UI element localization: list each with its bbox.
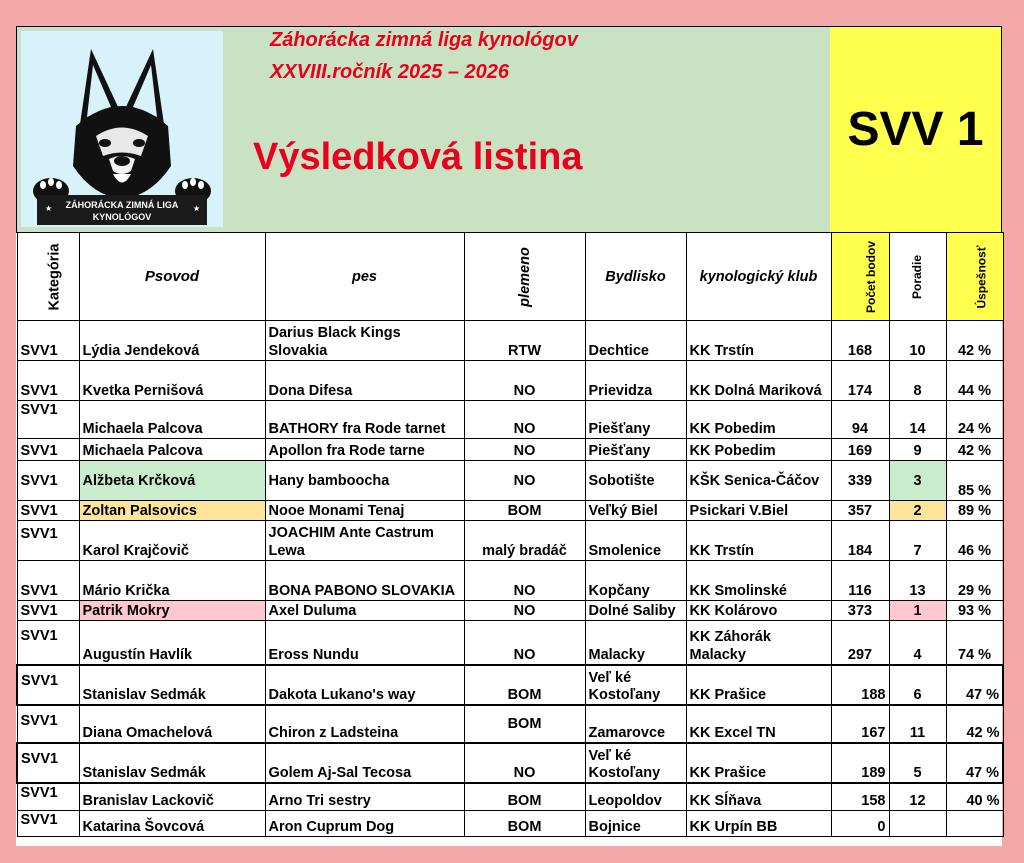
cell-town: Zamarovce [585, 705, 686, 743]
cell-category: SVV1 [17, 601, 79, 621]
cell-pct: 29 % [946, 561, 1003, 601]
table-row [17, 361, 1003, 401]
cell-pct: 42 % [946, 705, 1003, 743]
cell-rank: 6 [889, 665, 946, 705]
cell-dog: BONA PABONO SLOVAKIA [265, 561, 464, 601]
cell-town: Smolenice [585, 521, 686, 561]
cell-dog: Chiron z Ladsteina [265, 705, 464, 743]
cell-dog: JOACHIM Ante Castrum Lewa [265, 521, 464, 561]
table-row [17, 705, 1003, 743]
table-row [17, 461, 1003, 501]
cell-pct: 89 % [946, 501, 1003, 521]
cell-dog: Darius Black Kings Slovakia [265, 321, 464, 361]
cell-club: KK Trstín [686, 521, 831, 561]
cell-pct: 44 % [946, 361, 1003, 401]
cell-handler: Stanislav Sedmák [79, 743, 265, 783]
cell-pct: 24 % [946, 401, 1003, 439]
cell-breed: NO [464, 439, 585, 461]
cell-pct [946, 811, 1003, 837]
col-poradie: Poradie [889, 233, 946, 321]
cell-points: 373 [831, 601, 889, 621]
cell-points: 297 [831, 621, 889, 665]
cell-rank: 10 [889, 321, 946, 361]
table-row [17, 621, 1003, 665]
cell-club: KK Urpín BB [686, 811, 831, 837]
cell-category: SVV1 [17, 665, 79, 705]
cell-category: SVV1 [17, 705, 79, 743]
cell-handler: Michaela Palcova [79, 401, 265, 439]
cell-points: 189 [831, 743, 889, 783]
cell-town: Veľ ké Kostoľany [585, 743, 686, 783]
cell-town: Dechtice [585, 321, 686, 361]
cell-breed: NO [464, 561, 585, 601]
table-row [17, 401, 1003, 439]
cell-rank: 9 [889, 439, 946, 461]
cell-points: 339 [831, 461, 889, 501]
season: XXVIII.ročník 2025 – 2026 [270, 61, 510, 83]
cell-rank: 4 [889, 621, 946, 665]
cell-club: KK Prašice [686, 665, 831, 705]
cell-club: KK Dolná Mariková [686, 361, 831, 401]
cell-pct: 47 % [946, 743, 1003, 783]
cell-town: Malacky [585, 621, 686, 665]
cell-breed: BOM [464, 811, 585, 837]
cell-dog: Golem Aj-Sal Tecosa [265, 743, 464, 783]
cell-pct: 46 % [946, 521, 1003, 561]
cell-breed: BOM [464, 783, 585, 811]
table-row [17, 665, 1003, 705]
cell-pct: 85 % [946, 461, 1003, 501]
cell-club: KK Prašice [686, 743, 831, 783]
cell-club: Psickari V.Biel [686, 501, 831, 521]
cell-breed: NO [464, 401, 585, 439]
logo-text-line2: KYNOLÓGOV [92, 212, 152, 222]
cell-club: KK Sĺňava [686, 783, 831, 811]
cell-points: 168 [831, 321, 889, 361]
header-title-area [17, 27, 831, 232]
cell-dog: Arno Tri sestry [265, 783, 464, 811]
cell-category: SVV1 [17, 621, 79, 665]
cell-category: SVV1 [17, 461, 79, 501]
cell-breed: RTW [464, 321, 585, 361]
cell-club: KK Pobedim [686, 401, 831, 439]
cell-points: 188 [831, 665, 889, 705]
cell-points: 94 [831, 401, 889, 439]
cell-rank: 2 [889, 501, 946, 521]
cell-breed: BOM [464, 501, 585, 521]
cell-breed: NO [464, 601, 585, 621]
cell-category: SVV1 [17, 361, 79, 401]
col-kategoria: Kategória [17, 233, 79, 321]
cell-handler: Patrik Mokry [79, 601, 265, 621]
cell-breed: malý bradáč [464, 521, 585, 561]
cell-pct: 74 % [946, 621, 1003, 665]
cell-town: Bojnice [585, 811, 686, 837]
cell-pct: 40 % [946, 783, 1003, 811]
cell-rank: 11 [889, 705, 946, 743]
cell-breed: NO [464, 461, 585, 501]
table-row [17, 811, 1003, 837]
table-row [17, 601, 1003, 621]
cell-points: 357 [831, 501, 889, 521]
league-name: Záhorácka zimná liga kynológov [270, 29, 578, 51]
cell-category: SVV1 [17, 783, 79, 811]
cell-pct: 47 % [946, 665, 1003, 705]
cell-handler: Michaela Palcova [79, 439, 265, 461]
cell-handler: Augustín Havlík [79, 621, 265, 665]
table-row [17, 439, 1003, 461]
cell-breed: BOM [464, 665, 585, 705]
cell-dog: Dona Difesa [265, 361, 464, 401]
cell-town: Veľ ké Kostoľany [585, 665, 686, 705]
cell-town: Leopoldov [585, 783, 686, 811]
category-badge [830, 27, 1001, 232]
cell-handler: Kvetka Pernišová [79, 361, 265, 401]
cell-club: KK Trstín [686, 321, 831, 361]
col-pes: pes [265, 233, 464, 321]
cell-rank [889, 811, 946, 837]
cell-club: KK Záhorák Malacky [686, 621, 831, 665]
cell-category: SVV1 [17, 743, 79, 783]
cell-handler: Stanislav Sedmák [79, 665, 265, 705]
table-row [17, 743, 1003, 783]
cell-category: SVV1 [17, 501, 79, 521]
cell-club: KK Smolinské [686, 561, 831, 601]
col-bydlisko: Bydlisko [585, 233, 686, 321]
cell-rank: 12 [889, 783, 946, 811]
cell-category: SVV1 [17, 439, 79, 461]
cell-dog: Dakota Lukano's way [265, 665, 464, 705]
cell-club: KK Excel TN [686, 705, 831, 743]
page-title: Výsledková listina [253, 136, 583, 178]
cell-category: SVV1 [17, 811, 79, 837]
cell-town: Kopčany [585, 561, 686, 601]
cell-dog: Aron Cuprum Dog [265, 811, 464, 837]
table-row [17, 321, 1003, 361]
cell-category: SVV1 [17, 321, 79, 361]
cell-rank: 13 [889, 561, 946, 601]
header [16, 26, 1002, 233]
cell-handler: Alžbeta Krčková [79, 461, 265, 501]
cell-club: KŠK Senica-Čáčov [686, 461, 831, 501]
cell-rank: 8 [889, 361, 946, 401]
cell-dog: Eross Nundu [265, 621, 464, 665]
cell-handler: Mário Krička [79, 561, 265, 601]
cell-breed: BOM [464, 705, 585, 743]
cell-breed: NO [464, 743, 585, 783]
cell-category: SVV1 [17, 521, 79, 561]
dog-logo-icon [21, 31, 223, 227]
table-header [17, 233, 1003, 321]
cell-club: KK Pobedim [686, 439, 831, 461]
cell-town: Dolné Saliby [585, 601, 686, 621]
table-row [17, 561, 1003, 601]
cell-rank: 3 [889, 461, 946, 501]
cell-category: SVV1 [17, 401, 79, 439]
col-psovod: Psovod [79, 233, 265, 321]
cell-handler: Branislav Lackovič [79, 783, 265, 811]
cell-handler: Zoltan Palsovics [79, 501, 265, 521]
cell-town: Sobotište [585, 461, 686, 501]
table-row [17, 521, 1003, 561]
cell-points: 116 [831, 561, 889, 601]
cell-pct: 42 % [946, 321, 1003, 361]
cell-handler: Diana Omachelová [79, 705, 265, 743]
cell-breed: NO [464, 621, 585, 665]
league-logo [21, 31, 223, 227]
table-row [17, 783, 1003, 811]
cell-dog: BATHORY fra Rode tarnet [265, 401, 464, 439]
cell-town: Veľký Biel [585, 501, 686, 521]
cell-dog: Apollon fra Rode tarne [265, 439, 464, 461]
cell-points: 0 [831, 811, 889, 837]
cell-dog: Hany bamboocha [265, 461, 464, 501]
svg-text:★: ★ [45, 204, 53, 213]
cell-breed: NO [464, 361, 585, 401]
cell-town: Piešťany [585, 439, 686, 461]
table-row [17, 501, 1003, 521]
cell-rank: 1 [889, 601, 946, 621]
svg-text:★: ★ [193, 204, 201, 213]
cell-rank: 7 [889, 521, 946, 561]
results-table [16, 232, 1004, 837]
cell-town: Piešťany [585, 401, 686, 439]
cell-rank: 14 [889, 401, 946, 439]
col-klub: kynologický klub [686, 233, 831, 321]
cell-handler: Lýdia Jendeková [79, 321, 265, 361]
cell-points: 184 [831, 521, 889, 561]
cell-points: 158 [831, 783, 889, 811]
col-plemeno: plemeno [464, 233, 585, 321]
category-badge-text: SVV 1 [847, 103, 984, 156]
cell-club: KK Kolárovo [686, 601, 831, 621]
cell-rank: 5 [889, 743, 946, 783]
cell-points: 167 [831, 705, 889, 743]
cell-points: 174 [831, 361, 889, 401]
col-body: Počet bodov [831, 233, 889, 321]
cell-category: SVV1 [17, 561, 79, 601]
cell-handler: Karol Krajčovič [79, 521, 265, 561]
cell-pct: 42 % [946, 439, 1003, 461]
cell-handler: Katarina Šovcová [79, 811, 265, 837]
col-uspesnost: Úspešnosť [946, 233, 1003, 321]
cell-dog: Axel Duluma [265, 601, 464, 621]
cell-pct: 93 % [946, 601, 1003, 621]
cell-town: Prievidza [585, 361, 686, 401]
cell-points: 169 [831, 439, 889, 461]
cell-dog: Nooe Monami Tenaj [265, 501, 464, 521]
logo-text-line1: ZÁHORÁCKA ZIMNÁ LIGA [65, 200, 179, 210]
